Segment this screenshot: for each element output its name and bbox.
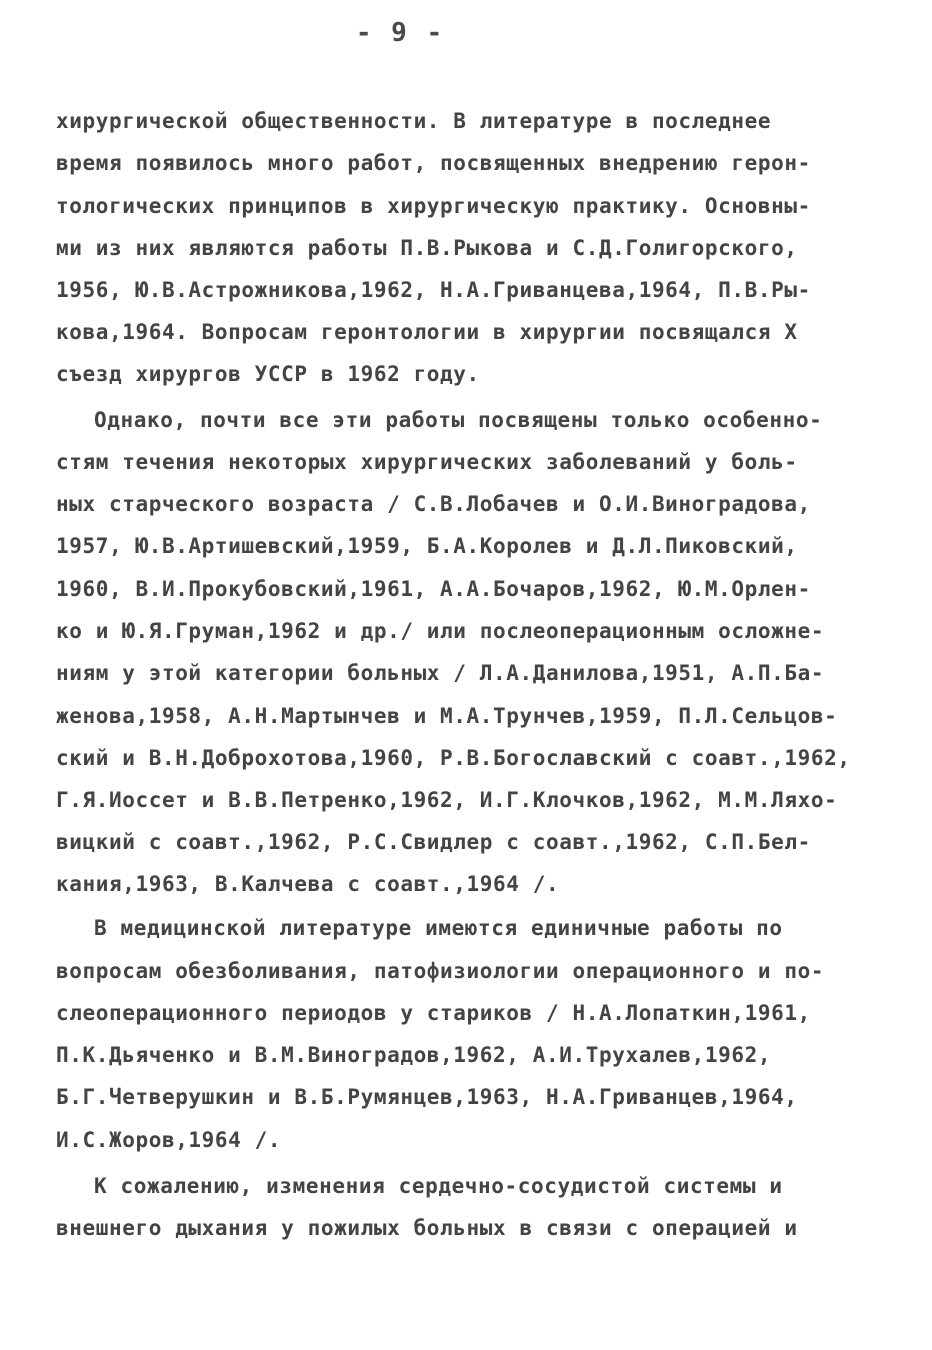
text-line-20: В медицинской литературе имеются единичные работы по [94,916,783,940]
text-line-13: ко и Ю.Я.Груман,1962 и др./ или послеоперационным осложне- [56,619,825,643]
text-line-25: И.С.Жоров,1964 /. [56,1128,282,1152]
text-line-22: слеоперационного периодов у стариков / Н.А.Лопаткин,1961, [56,1001,811,1025]
text-line-8: Однако, почти все эти работы посвящены только особенно- [94,408,823,432]
text-line-23: П.К.Дьяченко и В.М.Виноградов,1962, А.И.Трухалев,1962, [56,1043,772,1067]
text-line-14: ниям у этой категории больных / Л.А.Данилова,1951, А.П.Ба- [56,661,825,685]
text-line-15: женова,1958, А.Н.Мартынчев и М.А.Трунчев,1959, П.Л.Сельцов- [56,704,838,728]
text-line-27: внешнего дыхания у пожилых больных в связи с операцией и [56,1216,798,1240]
text-line-1: хирургической общественности. В литературе в последнее [56,109,772,133]
text-line-24: Б.Г.Четверушкин и В.Б.Румянцев,1963, Н.А.Гриванцев,1964, [56,1085,798,1109]
text-line-16: ский и В.Н.Доброхотова,1960, Р.В.Богославский с соавт.,1962, [56,746,851,770]
text-line-5: 1956, Ю.В.Астрожникова,1962, Н.А.Гриванцева,1964, П.В.Ры- [56,278,811,302]
text-line-10: ных старческого возраста / С.В.Лобачев и О.И.Виноградова, [56,492,811,516]
text-line-6: кова,1964. Вопросам геронтологии в хирургии посвящался X [56,320,798,344]
text-line-26: К сожалению, изменения сердечно-сосудистой системы и [94,1174,783,1198]
text-line-4: ми из них являются работы П.В.Рыкова и С.Д.Голигорского, [56,236,798,260]
page-number: - 9 - [355,18,445,48]
text-line-7: съезд хирургов УССР в 1962 году. [56,362,480,386]
text-line-9: стям течения некоторых хирургических заболеваний у боль- [56,450,798,474]
text-line-3: тологических принципов в хирургическую практику. Основны- [56,194,811,218]
text-line-17: Г.Я.Иоссет и В.В.Петренко,1962, И.Г.Клочков,1962, М.М.Ляхо- [56,788,838,812]
text-line-12: 1960, В.И.Прокубовский,1961, А.А.Бочаров,1962, Ю.М.Орлен- [56,577,811,601]
text-line-19: кания,1963, В.Калчева с соавт.,1964 /. [56,872,560,896]
text-line-21: вопросам обезболивания, патофизиологии операционного и по- [56,959,825,983]
text-line-2: время появилось много работ, посвященных внедрению герон- [56,151,811,175]
text-line-18: вицкий с соавт.,1962, Р.С.Свидлер с соавт.,1962, С.П.Бел- [56,830,811,854]
text-line-11: 1957, Ю.В.Артишевский,1959, Б.А.Королев и Д.Л.Пиковский, [56,534,798,558]
